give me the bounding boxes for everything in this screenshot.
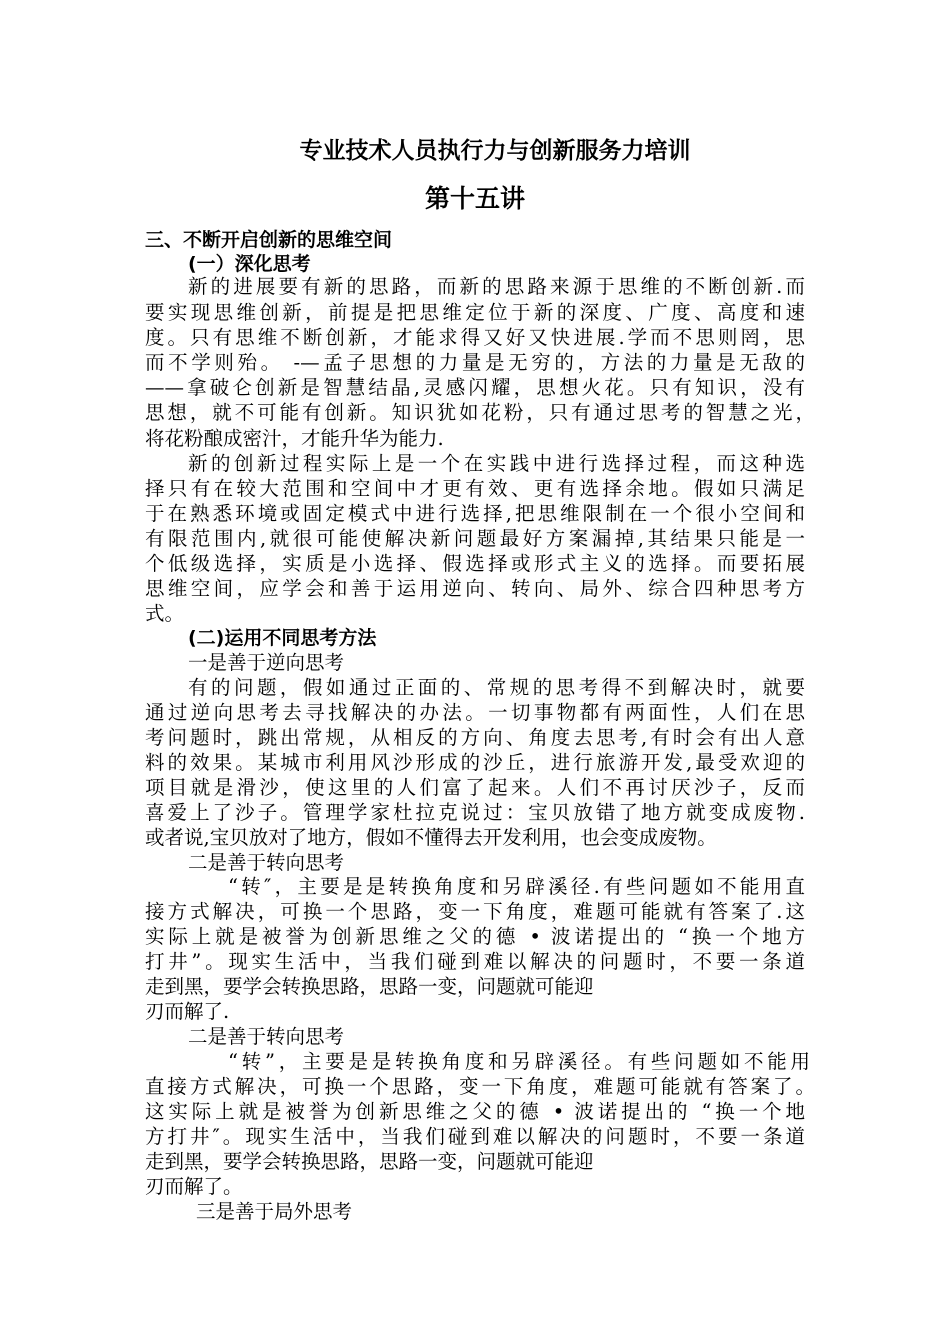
paragraph-line: 打井”。现实生活中，当我们碰到难以解决的问题时，不要一条道 [145,950,805,973]
paragraph-line: 实际上就是被誉为创新思维之父的德 • 波诺提出的 “换一个地方 [145,925,805,948]
paragraph-line: 走到黑，要学会转换思路，思路一变，问题就可能迎 [145,1150,594,1173]
paragraph-line: 要实现思维创新，前提是把思维定位于新的深度、广度、高度和速 [145,301,805,324]
document-title: 专业技术人员执行力与创新服务力培训 [299,138,691,164]
paragraph-line: 这实际上就是被誉为创新思维之父的德 • 波诺提出的 “换一个地 [145,1100,805,1123]
paragraph-line: 度。只有思维不断创新，才能求得又好又快进展.学而不思则罔，思 [145,326,805,349]
paragraph-line: 项目就是滑沙，使这里的人们富了起来。人们不再讨厌沙子，反而 [145,776,805,799]
paragraph-line: 刃而解了. [145,1000,230,1023]
paragraph-line: ——拿破仑创新是智慧结晶,灵感闪耀，思想火花。只有知识，没有 [145,376,805,399]
paragraph-line: 接方式解决，可换一个思路，变一下角度，难题可能就有答案了.这 [145,900,805,923]
paragraph-line: 或者说,宝贝放对了地方，假如不懂得去开发利用，也会变成废物。 [145,826,717,849]
paragraph-line: 有限范围内,就很可能使解决新问题最好方案漏掉,其结果只能是一 [145,527,805,550]
paragraph-line: 新的进展要有新的思路，而新的思路来源于思维的不断创新.而 [188,275,805,298]
section-heading: 三、不断开启创新的思维空间 [145,229,393,251]
method-heading: 一是善于逆向思考 [188,651,345,674]
paragraph-line: 通过逆向思考去寻找解决的办法。一切事物都有两面性，人们在思 [145,701,805,724]
paragraph-line: 直接方式解决，可换一个思路，变一下角度，难题可能就有答案了。 [145,1075,815,1098]
paragraph-line: 思想，就不可能有创新。知识犹如花粉，只有通过思考的智慧之光， [145,401,815,424]
paragraph-line: 于在熟悉环境或固定模式中进行选择,把思维限制在一个很小空间和 [145,502,805,525]
paragraph-line: 新的创新过程实际上是一个在实践中进行选择过程，而这种选 [188,452,805,475]
paragraph-line: 考问题时，跳出常规，从相反的方向、角度去思考,有时会有出人意 [145,726,805,749]
paragraph-line: 刃而解了。 [145,1175,243,1198]
paragraph-line: 择只有在较大范围和空间中才更有效、更有选择余地。假如只满足 [145,477,805,500]
paragraph-line: 个低级选择，实质是小选择、假选择或形式主义的选择。而要拓展 [145,552,805,575]
paragraph-line: 式。 [145,602,185,625]
subsection-heading-1: (一）深化思考 [188,253,311,275]
lecture-number: 第十五讲 [424,184,525,213]
paragraph-line: 有的问题，假如通过正面的、常规的思考得不到解决时，就要 [188,676,805,699]
paragraph-line: 喜爱上了沙子。管理学家杜拉克说过：宝贝放错了地方就变成废物. [145,801,805,824]
method-heading: 三是善于局外思考 [196,1200,353,1223]
paragraph-line: “转”，主要是是转换角度和另辟溪径。有些问题如不能用 [228,1050,810,1073]
method-heading: 二是善于转向思考 [188,851,345,874]
paragraph-line: 走到黑，要学会转换思路，思路一变，问题就可能迎 [145,975,594,998]
paragraph-line: 而不学则殆。 -—孟子思想的力量是无穷的，方法的力量是无敌的 [145,351,805,374]
paragraph-line: 将花粉酿成密汁，才能升华为能力. [145,427,444,450]
paragraph-line: “转″，主要是是转换角度和另辟溪径.有些问题如不能用直 [228,875,805,898]
subsection-heading-2: (二)运用不同思考方法 [188,627,377,649]
paragraph-line: 方打井″。现实生活中，当我们碰到难以解决的问题时，不要一条道 [145,1125,805,1148]
method-heading: 二是善于转向思考 [188,1025,345,1048]
paragraph-line: 料的效果。某城市利用风沙形成的沙丘，进行旅游开发,最受欢迎的 [145,751,805,774]
paragraph-line: 思维空间，应学会和善于运用逆向、转向、局外、综合四种思考方 [145,577,805,600]
